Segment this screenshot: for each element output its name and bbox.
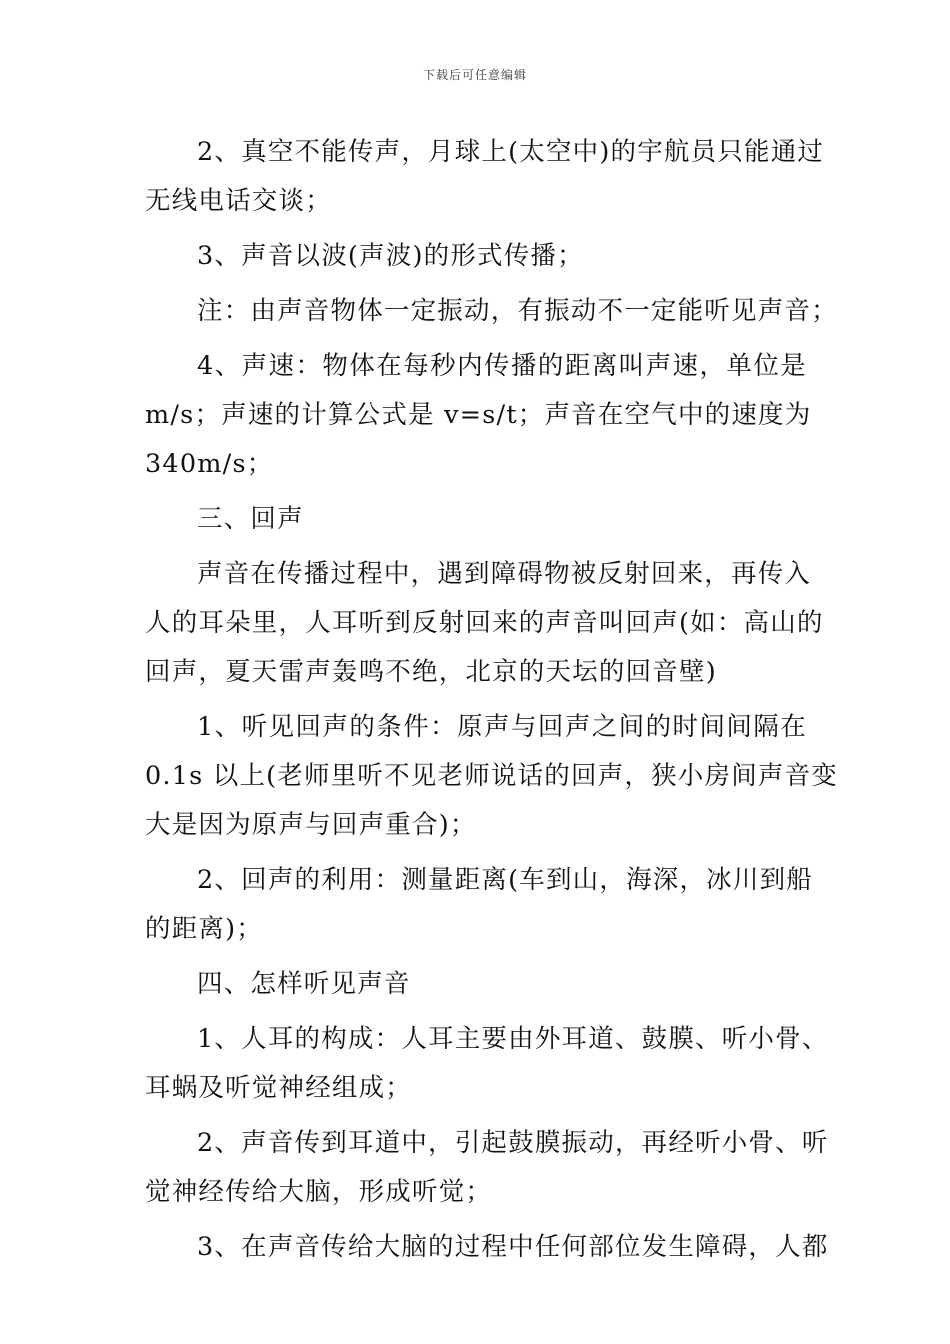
text-line: 340m/s； bbox=[145, 449, 274, 479]
paragraph bbox=[145, 287, 838, 336]
text-line: 声音在传播过程中，遇到障碍物被反射回来，再传入 bbox=[197, 559, 812, 589]
paragraph bbox=[145, 1223, 829, 1272]
header-note: 下载后可任意编辑 bbox=[422, 68, 527, 82]
text-line: 三、回声 bbox=[197, 504, 304, 534]
text-line: 4、声速：物体在每秒内传播的距离叫声速，单位是 bbox=[197, 351, 807, 381]
text-line: 2、声音传到耳道中，引起鼓膜振动，再经听小骨、听 bbox=[197, 1128, 829, 1158]
text-line: m/s；声速的计算公式是 v=s/t；声音在空气中的速度为 bbox=[145, 400, 812, 430]
text-line: 觉神经传给大脑，形成听觉； bbox=[145, 1177, 493, 1207]
paragraph bbox=[145, 550, 824, 697]
paragraph bbox=[145, 1015, 829, 1113]
paragraph bbox=[145, 128, 825, 226]
text-line: 2、真空不能传声，月球上(太空中)的宇航员只能通过 bbox=[197, 137, 825, 167]
text-line: 1、人耳的构成：人耳主要由外耳道、鼓膜、听小骨、 bbox=[197, 1024, 829, 1054]
document-body bbox=[145, 128, 838, 1272]
paragraph bbox=[145, 703, 838, 850]
text-line: 注：由声音物体一定振动，有振动不一定能听见声音； bbox=[197, 296, 838, 326]
text-line: 3、声音以波(声波)的形式传播； bbox=[197, 241, 584, 271]
text-line: 四、怎样听见声音 bbox=[197, 969, 411, 999]
text-line: 大是因为原声与回声重合)； bbox=[145, 810, 477, 840]
text-line: 回声，夏天雷声轰鸣不绝，北京的天坛的回音壁) bbox=[145, 657, 717, 687]
paragraph bbox=[145, 856, 813, 954]
text-line: 1、听见回声的条件：原声与回声之间的时间间隔在 bbox=[197, 712, 807, 742]
section-heading bbox=[145, 495, 807, 544]
text-line: 人的耳朵里，人耳听到反射回来的声音叫回声(如：高山的 bbox=[145, 608, 824, 638]
section-heading bbox=[145, 960, 807, 1009]
text-line: 无线电话交谈； bbox=[145, 186, 332, 216]
text-line: 耳蜗及听觉神经组成； bbox=[145, 1073, 413, 1103]
text-line: 2、回声的利用：测量距离(车到山，海深，冰川到船 bbox=[197, 865, 813, 895]
paragraph bbox=[145, 1119, 829, 1217]
text-line: 3、在声音传给大脑的过程中任何部位发生障碍，人都 bbox=[197, 1232, 829, 1262]
text-line: 的距离)； bbox=[145, 914, 263, 944]
paragraph bbox=[145, 232, 807, 281]
paragraph bbox=[145, 342, 812, 489]
text-line: 0.1s 以上(老师里听不见老师说话的回声，狭小房间声音变 bbox=[145, 761, 838, 791]
